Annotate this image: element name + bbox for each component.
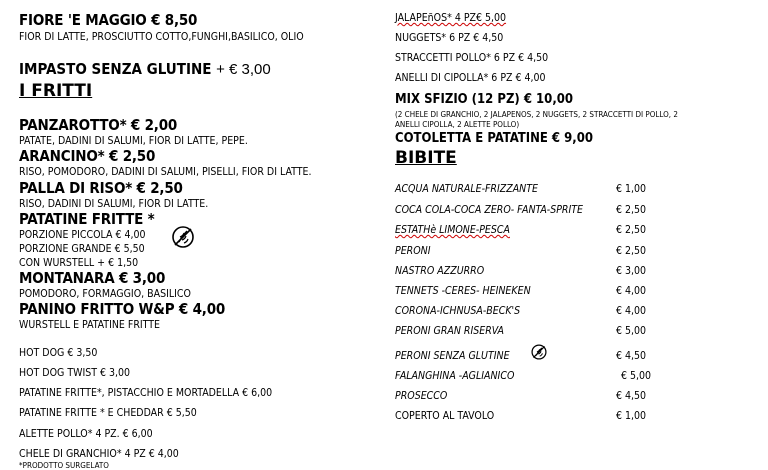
montanara-title: MONTANARA € 3,00 (19, 269, 166, 287)
drink-price: € 4,00 (616, 285, 647, 297)
drink-price: € 5,00 (621, 370, 652, 382)
montanara-desc: POMODORO, FORMAGGIO, BASILICO (19, 288, 191, 300)
anelli-line: ANELLI DI CIPOLLA* 6 PZ € 4,00 (395, 72, 546, 84)
item-desc: RISO, POMODORO, DADINI DI SALUMI, PISELLI, FIOR DI LATTE. (19, 166, 312, 178)
bibite-heading: BIBITE (395, 148, 457, 168)
drink-name: COPERTO AL TAVOLO (395, 410, 495, 422)
gluten-free-icon (170, 224, 196, 250)
list-item: PATATINE FRITTE * E CHEDDAR € 5,50 (19, 407, 197, 419)
footnote: *PRODOTTO SURGELATO (19, 461, 109, 470)
list-item: PATATINE FRITTE*, PISTACCHIO E MORTADELLA € 6,00 (19, 387, 273, 399)
patatine-line: PORZIONE PICCOLA € 4,00 (19, 229, 146, 241)
item-title: ARANCINO* € 2,50 (19, 147, 156, 165)
drink-price: € 1,00 (616, 183, 647, 195)
panino-desc: WURSTELL E PATATINE FRITTE (19, 319, 160, 331)
mix-desc: ANELLI CIPOLLA, 2 ALETTE POLLO) (395, 120, 520, 129)
drink-price: € 4,50 (616, 390, 647, 402)
patatine-line: PORZIONE GRANDE € 5,50 (19, 243, 145, 255)
drink-price: € 2,50 (616, 224, 647, 236)
drink-name: PERONI GRAN RISERVA (395, 325, 504, 337)
drink-price: € 2,50 (616, 245, 647, 257)
drink-name: PERONI (395, 245, 431, 257)
drink-name: TENNETS -CERES- HEINEKEN (395, 285, 531, 297)
gluten-free-label: IMPASTO SENZA GLUTINE (19, 60, 212, 78)
list-item: CHELE DI GRANCHIO* 4 PZ € 4,00 (19, 448, 179, 460)
drink-name: CORONA-ICHNUSA-BECK'S (395, 305, 521, 317)
item-title: PALLA DI RISO* € 2,50 (19, 179, 183, 197)
panino-title: PANINO FRITTO W&P € 4,00 (19, 300, 226, 318)
item-desc: RISO, DADINI DI SALUMI, FIOR DI LATTE. (19, 198, 209, 210)
gluten-free-price: + € 3,00 (216, 61, 271, 78)
mix-title: MIX SFIZIO (12 PZ) € 10,00 (395, 92, 574, 107)
jalapenos-text: JALAPEñOS* 4 PZ€ 5,00 (395, 12, 507, 24)
gluten-free-line (19, 59, 271, 78)
drink-name: PERONI SENZA GLUTINE (395, 350, 510, 362)
drink-price: € 3,00 (616, 265, 647, 277)
cotoletta-title: COTOLETTA E PATATINE € 9,00 (395, 131, 593, 146)
drink-name (395, 224, 510, 236)
list-item: HOT DOG TWIST € 3,00 (19, 367, 131, 379)
jalapenos-line (395, 12, 506, 24)
drink-name: NASTRO AZZURRO (395, 265, 485, 277)
patatine-title: PATATINE FRITTE * (19, 210, 155, 228)
drink-name: COCA COLA-COCA ZERO- FANTA-SPRITE (395, 204, 583, 216)
list-item: ALETTE POLLO* 4 PZ. € 6,00 (19, 428, 153, 440)
drink-name-text: ESTATHè LIMONE-PESCA (395, 224, 510, 236)
fritti-heading: I FRITTI (19, 81, 93, 101)
drink-name: PROSECCO (395, 390, 448, 402)
drink-price: € 2,50 (616, 204, 647, 216)
mix-desc: (2 CHELE DI GRANCHIO, 2 JALAPENOS, 2 NUGGETS, 2 STRACCETTI DI POLLO, 2 (395, 110, 678, 119)
item-title: PANZAROTTO* € 2,00 (19, 116, 178, 134)
gluten-free-icon (530, 343, 548, 361)
fiore-desc: FIOR DI LATTE, PROSCIUTTO COTTO,FUNGHI,BASILICO, OLIO (19, 31, 304, 43)
drink-price: € 4,00 (616, 305, 647, 317)
item-desc: PATATE, DADINI DI SALUMI, FIOR DI LATTE, PEPE. (19, 135, 248, 147)
drink-name: ACQUA NATURALE-FRIZZANTE (395, 183, 538, 195)
drink-price: € 4,50 (616, 350, 647, 362)
drink-name: FALANGHINA -AGLIANICO (395, 370, 515, 382)
patatine-line: CON WURSTELL + € 1,50 (19, 257, 139, 269)
straccetti-line: STRACCETTI POLLO* 6 PZ € 4,50 (395, 52, 549, 64)
fiore-title: FIORE 'E MAGGIO € 8,50 (19, 11, 198, 29)
nuggets-line: NUGGETS* 6 PZ € 4,50 (395, 32, 504, 44)
drink-price: € 5,00 (616, 325, 647, 337)
drink-price: € 1,00 (616, 410, 647, 422)
list-item: HOT DOG € 3,50 (19, 347, 98, 359)
